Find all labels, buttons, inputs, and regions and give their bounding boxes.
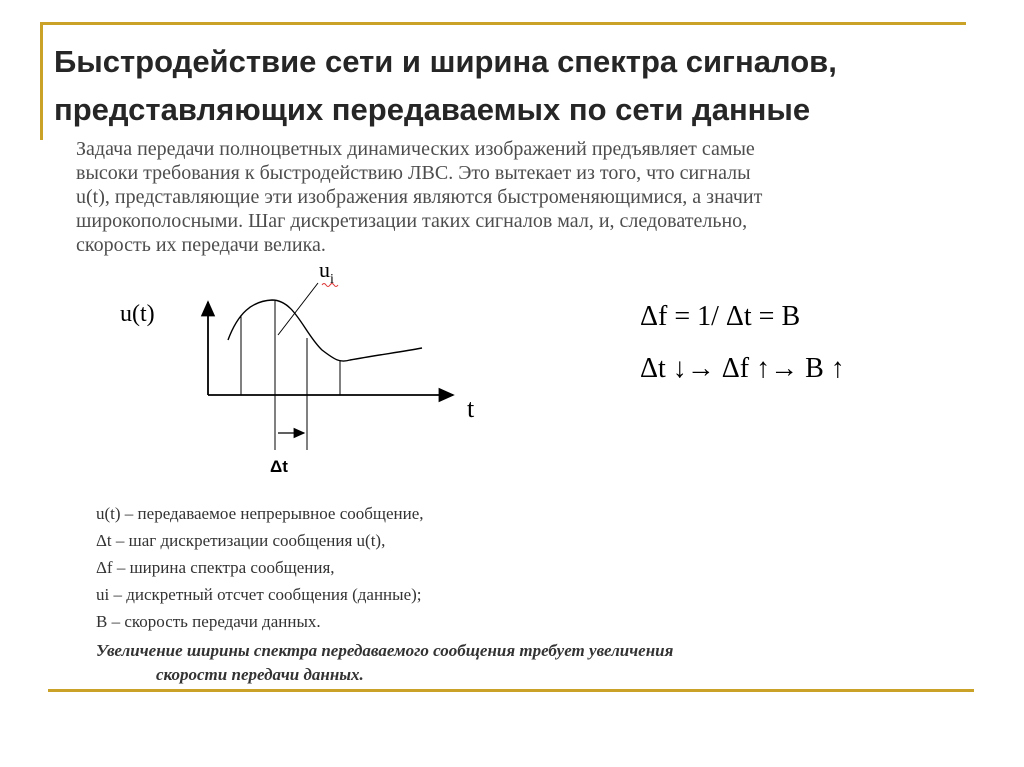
intro-line-5: скорость их передачи велика. (76, 234, 326, 256)
sample-label-subscript: i (330, 272, 334, 287)
title-line-2: представляющих передаваемых по сети данные (54, 92, 811, 127)
accent-rule-top (40, 22, 966, 25)
accent-rule-bottom (48, 689, 974, 692)
formula-block (640, 298, 845, 402)
legend (96, 500, 976, 687)
slide-title (54, 38, 994, 134)
x-axis-label: t (467, 394, 475, 423)
sample-label-main: u (319, 257, 330, 282)
intro-line-4: широкополосными. Шаг дискретизации таких сигналов мал, и, следовательно, (76, 210, 748, 232)
conclusion (96, 639, 976, 687)
formula-dependency: Δt ↓→ Δf ↑→ B ↑ (640, 353, 845, 384)
step-label: Δt (270, 457, 288, 476)
intro-line-1: Задача передачи полноцветных динамических изображений предъявляет самые (76, 138, 755, 160)
legend-item: ui – дискретный отсчет сообщения (данные); (96, 585, 422, 604)
signal-curve (228, 300, 422, 361)
intro-paragraph (76, 137, 976, 257)
intro-line-3: u(t), представляющие эти изображения являются быстроменяющимися, а значит (76, 186, 763, 208)
legend-item: Δt – шаг дискретизации сообщения u(t), (96, 531, 386, 550)
intro-line-2: высоки требования к быстродействию ЛВС. Это вытекает из того, что сигналы (76, 162, 751, 184)
legend-item: u(t) – передаваемое непрерывное сообщение, (96, 504, 424, 523)
accent-rule-vertical (40, 22, 43, 140)
y-axis-label: u(t) (120, 301, 155, 327)
legend-item: Δf – ширина спектра сообщения, (96, 558, 335, 577)
sample-label (319, 257, 334, 287)
signal-diagram (110, 255, 500, 480)
legend-item: B – скорость передачи данных. (96, 612, 321, 631)
conclusion-line-2: скорости передачи данных. (156, 665, 364, 684)
title-line-1: Быстродействие сети и ширина спектра сигналов, (54, 44, 837, 79)
formula-bandwidth: Δf = 1/ Δt = B (640, 301, 801, 332)
sample-pointer (278, 283, 318, 335)
conclusion-line-1: Увеличение ширины спектра передаваемого сообщения требует увеличения (96, 641, 674, 660)
